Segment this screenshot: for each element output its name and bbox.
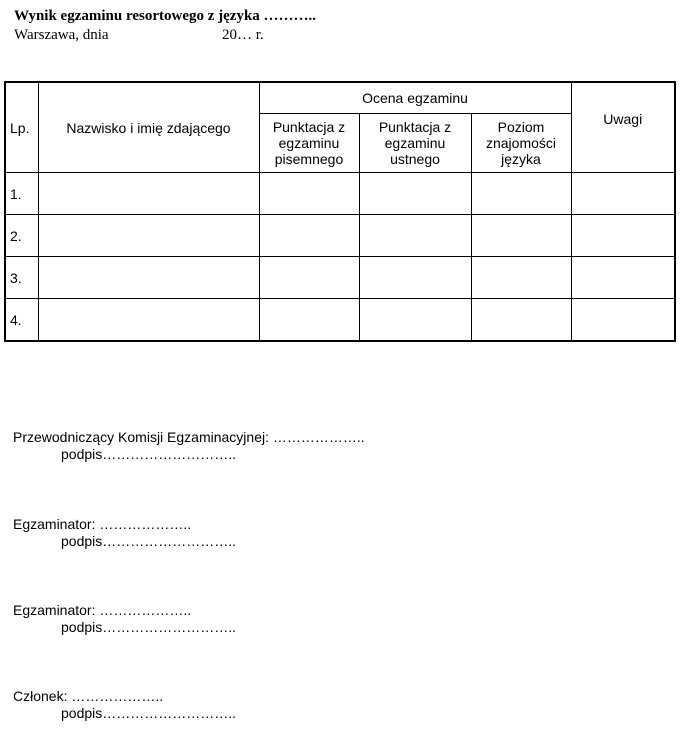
results-table: [4, 81, 676, 342]
signature-role-label: Członek: ………………..: [13, 688, 164, 704]
cell-notes[interactable]: [571, 173, 674, 215]
cell-written[interactable]: [259, 215, 359, 257]
table-row: [6, 257, 674, 299]
col-header-notes: Uwagi: [571, 83, 674, 173]
cell-notes[interactable]: [571, 299, 674, 341]
col-header-written: Punktacja z egzaminu pisemnego: [259, 114, 359, 173]
col-header-exam-group: Ocena egzaminu: [259, 83, 571, 114]
table-row: [6, 173, 674, 215]
cell-notes[interactable]: [571, 215, 674, 257]
cell-oral[interactable]: [359, 173, 471, 215]
signature-line[interactable]: podpis………………………..: [61, 446, 237, 462]
cell-level[interactable]: [471, 257, 571, 299]
table-row: [6, 215, 674, 257]
row-number: 4.: [6, 299, 38, 341]
signature-block-examiner-1: [13, 516, 236, 549]
signature-role-label: Egzaminator: ………………..: [13, 602, 192, 618]
city-date-label: Warszawa, dnia: [14, 27, 109, 43]
col-header-lp: Lp.: [6, 83, 38, 173]
cell-name[interactable]: [38, 257, 259, 299]
signature-block-member: [13, 688, 236, 721]
document-title: Wynik egzaminu resortowego z języka ………..: [14, 8, 317, 24]
cell-level[interactable]: [471, 173, 571, 215]
cell-name[interactable]: [38, 215, 259, 257]
row-number: 2.: [6, 215, 38, 257]
cell-level[interactable]: [471, 299, 571, 341]
row-number: 1.: [6, 173, 38, 215]
signature-role-label: Egzaminator: ………………..: [13, 516, 192, 532]
cell-oral[interactable]: [359, 215, 471, 257]
cell-written[interactable]: [259, 299, 359, 341]
signature-block-examiner-2: [13, 602, 236, 635]
year-label: 20… r.: [222, 27, 264, 43]
col-header-level: Poziom znajomości języka: [471, 114, 571, 173]
cell-name[interactable]: [38, 173, 259, 215]
cell-written[interactable]: [259, 173, 359, 215]
signature-line[interactable]: podpis………………………..: [61, 705, 237, 721]
row-number: 3.: [6, 257, 38, 299]
cell-level[interactable]: [471, 215, 571, 257]
signature-line[interactable]: podpis………………………..: [61, 619, 237, 635]
cell-oral[interactable]: [359, 299, 471, 341]
signature-role-label: Przewodniczący Komisji Egzaminacyjnej: ………………..: [13, 429, 365, 445]
cell-written[interactable]: [259, 257, 359, 299]
cell-oral[interactable]: [359, 257, 471, 299]
col-header-oral: Punktacja z egzaminu ustnego: [359, 114, 471, 173]
signature-line[interactable]: podpis………………………..: [61, 533, 237, 549]
place-date-line: [14, 27, 264, 44]
signature-block-chair: [13, 429, 365, 462]
col-header-name: Nazwisko i imię zdającego: [38, 83, 259, 173]
table-row: [6, 299, 674, 341]
cell-name[interactable]: [38, 299, 259, 341]
cell-notes[interactable]: [571, 257, 674, 299]
